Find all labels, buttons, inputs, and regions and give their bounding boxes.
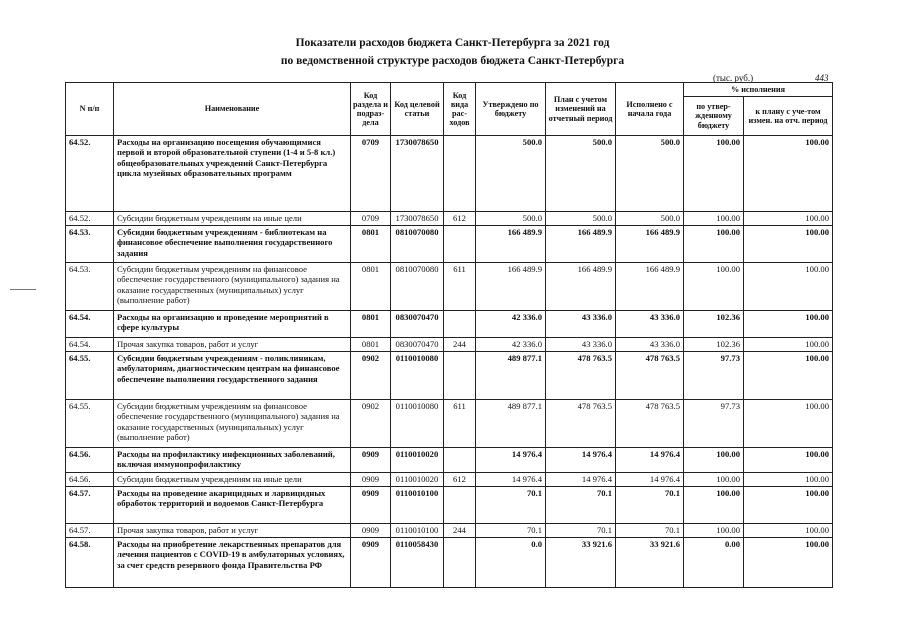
row-pct-plan: 100.00 (744, 311, 833, 338)
row-number: 64.53. (66, 263, 114, 311)
row-target-code: 1730078650 (391, 212, 444, 226)
row-name: Расходы на организацию посещения обучающимися первой и второй образовательной ступени (1-4 и 5-8 кл.) общеобразовательных учреждений Санкт-Петербурга цикла музейных образовательных программ (114, 136, 351, 212)
table-row (66, 263, 833, 311)
row-target-code: 0810070080 (391, 263, 444, 311)
report-subtitle: по ведомственной структуре расходов бюджета Санкт-Петербурга (280, 55, 625, 67)
units-label: (тыс. руб.) (713, 73, 754, 83)
row-pct-approved: 100.00 (684, 524, 744, 538)
row-executed: 478 763.5 (616, 400, 684, 448)
header-num: N п/п (66, 83, 114, 136)
row-target-code: 0110010080 (391, 400, 444, 448)
row-section-code: 0909 (351, 524, 391, 538)
report-title: Показатели расходов бюджета Санкт-Петербурга за 2021 год (295, 37, 610, 49)
header-name: Наименование (114, 83, 351, 136)
row-approved: 14 976.4 (476, 473, 546, 487)
row-pct-plan: 100.00 (744, 524, 833, 538)
row-pct-approved: 100.00 (684, 136, 744, 212)
row-plan: 166 489.9 (546, 263, 616, 311)
header-approved: Утверждено по бюджету (476, 83, 546, 136)
row-approved: 70.1 (476, 524, 546, 538)
row-executed: 70.1 (616, 524, 684, 538)
header-pct-approved: по утвер-жденному бюджету (684, 97, 744, 136)
expenditure-table (65, 82, 833, 588)
page-number: 443 (815, 73, 829, 83)
row-type-code: 612 (444, 473, 476, 487)
row-target-code: 0110058430 (391, 538, 444, 588)
row-pct-approved: 100.00 (684, 212, 744, 226)
row-name: Субсидии бюджетным учреждениям - поликлиникам, амбулаториям, диагностическим центрам на финансовое обеспечение выполнения государственного задания (114, 352, 351, 400)
header-plan: План с учетом изменений на отчетный период (546, 83, 616, 136)
row-plan: 478 763.5 (546, 400, 616, 448)
row-pct-approved: 100.00 (684, 448, 744, 473)
table-row (66, 400, 833, 448)
row-pct-plan: 100.00 (744, 226, 833, 263)
row-number: 64.54. (66, 311, 114, 338)
row-pct-plan: 100.00 (744, 352, 833, 400)
row-approved: 14 976.4 (476, 448, 546, 473)
table-row (66, 212, 833, 226)
row-section-code: 0801 (351, 311, 391, 338)
row-type-code (444, 448, 476, 473)
row-type-code (444, 487, 476, 524)
row-plan: 14 976.4 (546, 448, 616, 473)
row-approved: 489 877.1 (476, 352, 546, 400)
row-executed: 43 336.0 (616, 311, 684, 338)
row-type-code: 611 (444, 400, 476, 448)
row-section-code: 0801 (351, 226, 391, 263)
row-approved: 166 489.9 (476, 226, 546, 263)
row-type-code (444, 311, 476, 338)
table-row (66, 524, 833, 538)
row-name: Субсидии бюджетным учреждениям на финансовое обеспечение государственного (муниципального) задания на оказание государственных (муниципальных) услуг (выполнение работ) (114, 263, 351, 311)
row-name: Расходы на организацию и проведение мероприятий в сфере культуры (114, 311, 351, 338)
row-type-code (444, 136, 476, 212)
row-type-code (444, 538, 476, 588)
row-executed: 70.1 (616, 487, 684, 524)
row-name: Прочая закупка товаров, работ и услуг (114, 524, 351, 538)
row-plan: 43 336.0 (546, 338, 616, 352)
row-name: Субсидии бюджетным учреждениям на иные цели (114, 473, 351, 487)
row-approved: 0.0 (476, 538, 546, 588)
header-section-code: Код раздела и подраз-дела (351, 83, 391, 136)
row-pct-approved: 100.00 (684, 263, 744, 311)
table-row (66, 448, 833, 473)
row-approved: 42 336.0 (476, 311, 546, 338)
table-row (66, 538, 833, 588)
row-executed: 33 921.6 (616, 538, 684, 588)
row-executed: 478 763.5 (616, 352, 684, 400)
table-row (66, 487, 833, 524)
row-pct-approved: 102.36 (684, 311, 744, 338)
row-target-code: 1730078650 (391, 136, 444, 212)
row-approved: 500.0 (476, 212, 546, 226)
row-number: 64.56. (66, 473, 114, 487)
table-row (66, 226, 833, 263)
table-row (66, 311, 833, 338)
header-target-code: Код целевой статьи (391, 83, 444, 136)
row-executed: 166 489.9 (616, 226, 684, 263)
row-pct-approved: 100.00 (684, 226, 744, 263)
row-section-code: 0909 (351, 487, 391, 524)
row-pct-plan: 100.00 (744, 212, 833, 226)
row-pct-plan: 100.00 (744, 136, 833, 212)
header-pct-group: % исполнения (684, 83, 833, 97)
row-pct-plan: 100.00 (744, 487, 833, 524)
row-approved: 70.1 (476, 487, 546, 524)
row-pct-plan: 100.00 (744, 400, 833, 448)
row-target-code: 0110010100 (391, 487, 444, 524)
row-executed: 500.0 (616, 136, 684, 212)
row-section-code: 0902 (351, 400, 391, 448)
header-pct-plan: к плану с уче-том измен. на отч. период (744, 97, 833, 136)
row-number: 64.55. (66, 400, 114, 448)
row-approved: 500.0 (476, 136, 546, 212)
row-number: 64.56. (66, 448, 114, 473)
row-pct-approved: 97.73 (684, 400, 744, 448)
row-pct-approved: 102.36 (684, 338, 744, 352)
row-target-code: 0110010100 (391, 524, 444, 538)
row-name: Расходы на профилактику инфекционных заболеваний, включая иммунопрофилактику (114, 448, 351, 473)
row-type-code: 244 (444, 524, 476, 538)
row-plan: 500.0 (546, 212, 616, 226)
row-section-code: 0909 (351, 538, 391, 588)
row-pct-approved: 97.73 (684, 352, 744, 400)
row-section-code: 0709 (351, 136, 391, 212)
row-number: 64.52. (66, 212, 114, 226)
header-expense-type-code: Код вида рас-ходов (444, 83, 476, 136)
row-target-code: 0110010020 (391, 473, 444, 487)
row-type-code: 244 (444, 338, 476, 352)
row-number: 64.52. (66, 136, 114, 212)
row-number: 64.58. (66, 538, 114, 588)
table-row (66, 136, 833, 212)
row-name: Прочая закупка товаров, работ и услуг (114, 338, 351, 352)
row-plan: 33 921.6 (546, 538, 616, 588)
row-target-code: 0110010020 (391, 448, 444, 473)
row-section-code: 0909 (351, 448, 391, 473)
row-pct-approved: 100.00 (684, 487, 744, 524)
row-approved: 166 489.9 (476, 263, 546, 311)
margin-mark (10, 289, 36, 290)
row-pct-approved: 0.00 (684, 538, 744, 588)
row-pct-plan: 100.00 (744, 473, 833, 487)
row-type-code: 611 (444, 263, 476, 311)
row-target-code: 0830070470 (391, 338, 444, 352)
row-section-code: 0709 (351, 212, 391, 226)
row-pct-plan: 100.00 (744, 338, 833, 352)
row-type-code (444, 352, 476, 400)
row-number: 64.57. (66, 524, 114, 538)
row-type-code: 612 (444, 212, 476, 226)
row-number: 64.55. (66, 352, 114, 400)
row-executed: 500.0 (616, 212, 684, 226)
row-pct-plan: 100.00 (744, 263, 833, 311)
row-number: 64.57. (66, 487, 114, 524)
row-name: Субсидии бюджетным учреждениям на финансовое обеспечение государственного (муниципального) задания на оказание государственных (муниципальных) услуг (выполнение работ) (114, 400, 351, 448)
row-target-code: 0830070470 (391, 311, 444, 338)
row-approved: 489 877.1 (476, 400, 546, 448)
table-row (66, 338, 833, 352)
row-section-code: 0801 (351, 338, 391, 352)
row-pct-plan: 100.00 (744, 448, 833, 473)
row-target-code: 0110010080 (391, 352, 444, 400)
row-plan: 478 763.5 (546, 352, 616, 400)
table-row (66, 473, 833, 487)
row-plan: 70.1 (546, 487, 616, 524)
row-name: Расходы на проведение акарицидных и ларвицидных обработок территорий и водоемов Санкт-Петербурга (114, 487, 351, 524)
row-executed: 43 336.0 (616, 338, 684, 352)
row-plan: 500.0 (546, 136, 616, 212)
row-executed: 166 489.9 (616, 263, 684, 311)
row-section-code: 0902 (351, 352, 391, 400)
header-executed: Исполнено с начала года (616, 83, 684, 136)
row-name: Субсидии бюджетным учреждениям - библиотекам на финансовое обеспечение выполнения государственного задания (114, 226, 351, 263)
table-row (66, 352, 833, 400)
row-plan: 43 336.0 (546, 311, 616, 338)
row-plan: 70.1 (546, 524, 616, 538)
row-target-code: 0810070080 (391, 226, 444, 263)
row-number: 64.53. (66, 226, 114, 263)
row-executed: 14 976.4 (616, 448, 684, 473)
row-plan: 14 976.4 (546, 473, 616, 487)
row-approved: 42 336.0 (476, 338, 546, 352)
row-type-code (444, 226, 476, 263)
row-number: 64.54. (66, 338, 114, 352)
row-name: Субсидии бюджетным учреждениям на иные цели (114, 212, 351, 226)
row-section-code: 0801 (351, 263, 391, 311)
row-plan: 166 489.9 (546, 226, 616, 263)
row-pct-approved: 100.00 (684, 473, 744, 487)
row-executed: 14 976.4 (616, 473, 684, 487)
row-name: Расходы на приобретение лекарственных препаратов для лечения пациентов с COVID-19 в амбулаторных условиях, за счет средств резервного фонда Правительства РФ (114, 538, 351, 588)
row-section-code: 0909 (351, 473, 391, 487)
row-pct-plan: 100.00 (744, 538, 833, 588)
